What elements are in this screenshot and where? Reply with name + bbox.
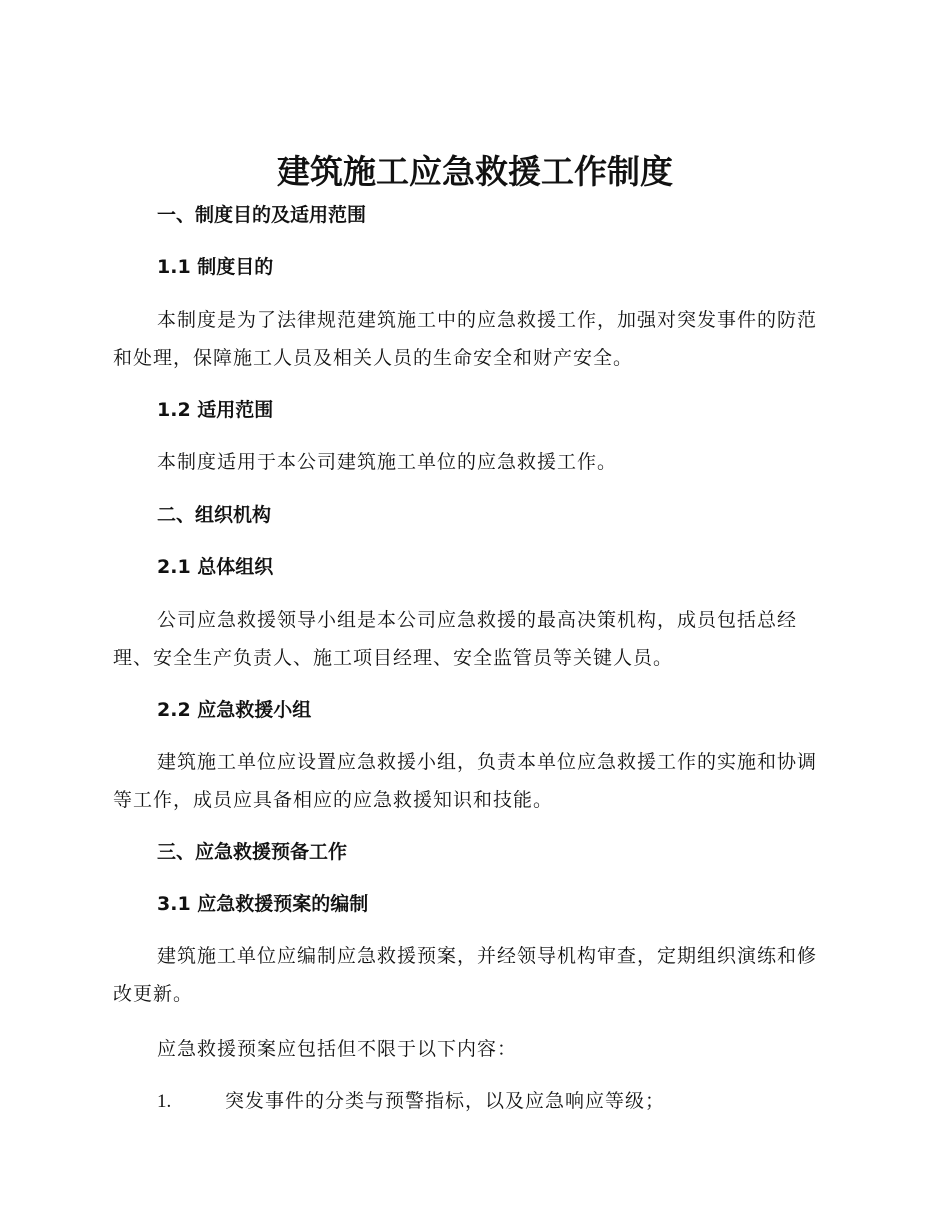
section-3-1-paragraph: 建筑施工单位应编制应急救援预案，并经领导机构审查，定期组织演练和修改更新。 — [113, 945, 818, 1005]
section-2-heading: 二、组织机构 — [157, 504, 272, 526]
section-3-1-intro: 应急救援预案应包括但不限于以下内容： — [157, 1038, 518, 1060]
section-2-2-heading: 2.2 应急救援小组 — [157, 699, 312, 721]
section-1-heading: 一、制度目的及适用范围 — [157, 204, 367, 226]
section-3-1-heading: 3.1 应急救援预案的编制 — [157, 893, 369, 915]
list-item-text: 突发事件的分类与预警指标，以及应急响应等级； — [225, 1090, 666, 1112]
section-1-2-paragraph: 本制度适用于本公司建筑施工单位的应急救援工作。 — [157, 451, 618, 473]
section-3-heading: 三、应急救援预备工作 — [157, 841, 348, 863]
section-1-2-heading: 1.2 适用范围 — [157, 399, 274, 421]
section-2-1-heading: 2.1 总体组织 — [157, 556, 274, 578]
section-1-1-heading: 1.1 制度目的 — [157, 256, 274, 278]
list-item-number: 1. — [157, 1091, 172, 1112]
document-title: 建筑施工应急救援工作制度 — [277, 152, 673, 191]
section-2-1-paragraph: 公司应急救援领导小组是本公司应急救援的最高决策机构，成员包括总经理、安全生产负责人、施工项目经理、安全监管员等关键人员。 — [113, 609, 798, 669]
section-1-1-paragraph: 本制度是为了法律规范建筑施工中的应急救援工作，加强对突发事件的防范和处理，保障施工人员及相关人员的生命安全和财产安全。 — [113, 309, 818, 369]
list-item — [157, 1087, 665, 1116]
section-2-2-paragraph: 建筑施工单位应设置应急救援小组，负责本单位应急救援工作的实施和协调等工作，成员应具备相应的应急救援知识和技能。 — [113, 751, 818, 811]
